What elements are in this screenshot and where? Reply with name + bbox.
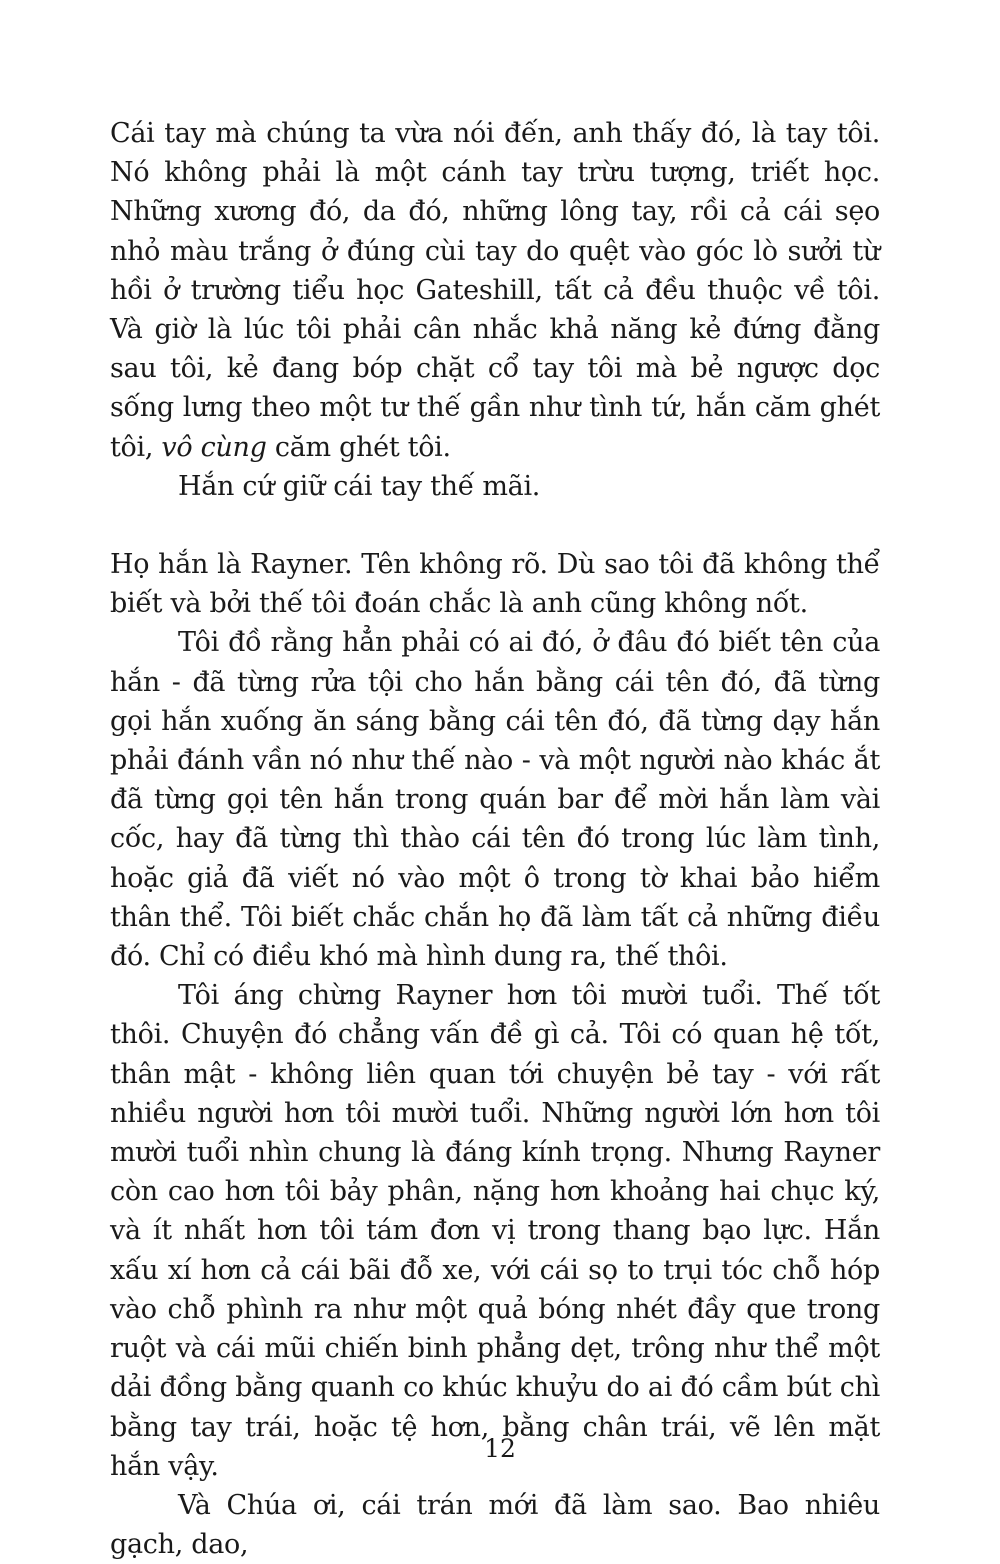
page-body	[110, 114, 880, 1564]
paragraph-1-text: Cái tay mà chúng ta vừa nói đến, anh thấy đó, là tay tôi. Nó không phải là một cánh tay trừu tượng, triết học. Những xương đó, da đó, những lông tay, rồi cả cái sẹo nhỏ màu trắng ở đúng cùi tay do quệt vào góc lò sưởi từ hồi ở trường tiểu học Gateshill, tất cả đều thuộc về tôi. Và giờ là lúc tôi phải cân nhắc khả năng kẻ đứng đằng sau tôi, kẻ đang bóp chặt cổ tay tôi mà bẻ ngược dọc sống lưng theo một tư thế gần như tình tứ, hắn căm ghét tôi,	[110, 118, 880, 463]
paragraph-1-end: căm ghét tôi.	[266, 431, 451, 463]
paragraph-3: Họ hắn là Rayner. Tên không rõ. Dù sao tôi đã không thể biết và bởi thế tôi đoán chắc là anh cũng không nốt.	[110, 549, 880, 620]
paragraph-1	[110, 114, 880, 467]
paragraph-2: Hắn cứ giữ cái tay thế mãi.	[178, 470, 541, 502]
paragraph-4: Tôi đồ rằng hẳn phải có ai đó, ở đâu đó biết tên của hắn - đã từng rửa tội cho hắn bằng cái tên đó, đã từng gọi hắn xuống ăn sáng bằng cái tên đó, đã từng dạy hắn phải đánh vần nó như thế nào - và một người nào khác ắt đã từng gọi tên hắn trong quán bar để mời hắn làm vài cốc, hay đã từng thì thào cái tên đó trong lúc làm tình, hoặc giả đã viết nó vào một ô trong tờ khai bảo hiểm thân thể. Tôi biết chắc chắn họ đã làm tất cả những điều đó. Chỉ có điều khó mà hình dung ra, thế thôi.	[110, 627, 880, 973]
section-break	[110, 506, 880, 545]
paragraph-1-italic: vô cùng	[161, 431, 267, 463]
paragraph-5: Tôi áng chừng Rayner hơn tôi mười tuổi. Thế tốt thôi. Chuyện đó chẳng vấn đề gì cả. Tôi có quan hệ tốt, thân mật - không liên quan tới chuyện bẻ tay - với rất nhiều người hơn tôi mười tuổi. Những người lớn hơn tôi mười tuổi nhìn chung là đáng kính trọng. Nhưng Rayner còn cao hơn tôi bảy phân, nặng hơn khoảng hai chục ký, và ít nhất hơn tôi tám đơn vị trong thang bạo lực. Hắn xấu xí hơn cả cái bãi đỗ xe, với cái sọ to trụi tóc chỗ hóp vào chỗ phình ra như một quả bóng nhét đầy que trong ruột và cái mũi chiến binh phẳng dẹt, trông như thể một dải đồng bằng quanh co khúc khuỷu do ai đó cầm bút chì bằng tay trái, hoặc tệ hơn, bằng chân trái, vẽ lên mặt hắn vậy.	[110, 980, 880, 1482]
paragraph-6: Và Chúa ơi, cái trán mới đã làm sao. Bao nhiêu gạch, dao,	[110, 1489, 880, 1561]
page-number: 12	[484, 1434, 516, 1463]
